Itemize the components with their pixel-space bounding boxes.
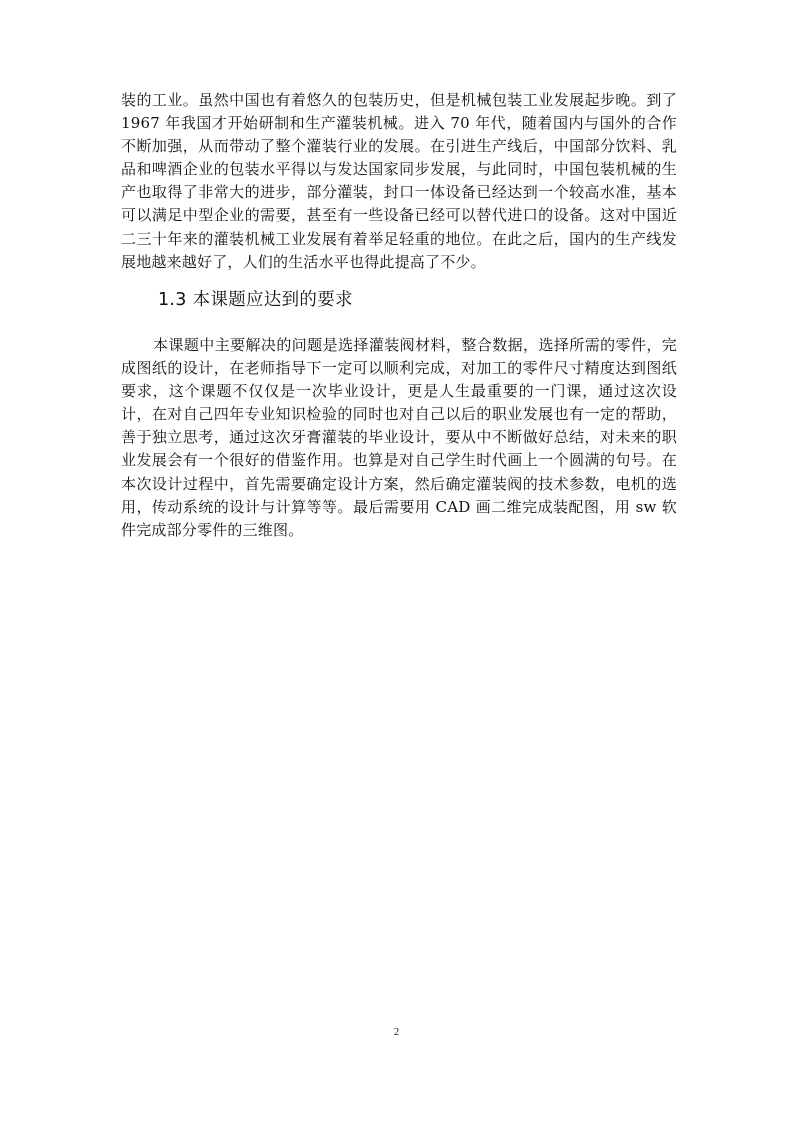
intro-paragraph: 装的工业。虽然中国也有着悠久的包装历史，但是机械包装工业发展起步晚。到了 1967 年我国才开始研制和生产灌装机械。进入 70 年代，随着国内与国外的合作不断加强，从而带动了整个灌装行业的发展。在引进生产线后，中国部分饮料、乳品和啤酒企业的包装水平得以与发达国家同步发展，与此同时，中国包装机械的生产也取得了非常大的进步，部分灌装，封口一体设备已经达到一个较高水准，基本可以满足中型企业的需要，甚至有一些设备已经可以替代进口的设备。这对中国近二三十年来的灌装机械工业发展有着举足轻重的地位。在此之后，国内的生产线发展地越来越好了，人们的生活水平也得此提高了不少。 [121,91,677,271]
page-number: 2 [393,1026,400,1038]
section-heading: 1.3 本课题应达到的要求 [158,290,353,310]
requirements-paragraph: 本课题中主要解决的问题是选择灌装阀材料，整合数据，选择所需的零件，完成图纸的设计，在老师指导下一定可以顺利完成，对加工的零件尺寸精度达到图纸要求，这个课题不仅仅是一次毕业设计，更是人生最重要的一门课，通过这次设计，在对自己四年专业知识检验的同时也对自己以后的职业发展也有一定的帮助，善于独立思考，通过这次牙膏灌装的毕业设计，要从中不断做好总结，对未来的职业发展会有一个很好的借鉴作用。也算是对自己学生时代画上一个圆满的句号。在本次设计过程中，首先需要确定设计方案，然后确定灌装阀的技术参数，电机的选用，传动系统的设计与计算等等。最后需要用 CAD 画二维完成装配图，用 sw 软件完成部分零件的三维图。 [121,336,677,539]
